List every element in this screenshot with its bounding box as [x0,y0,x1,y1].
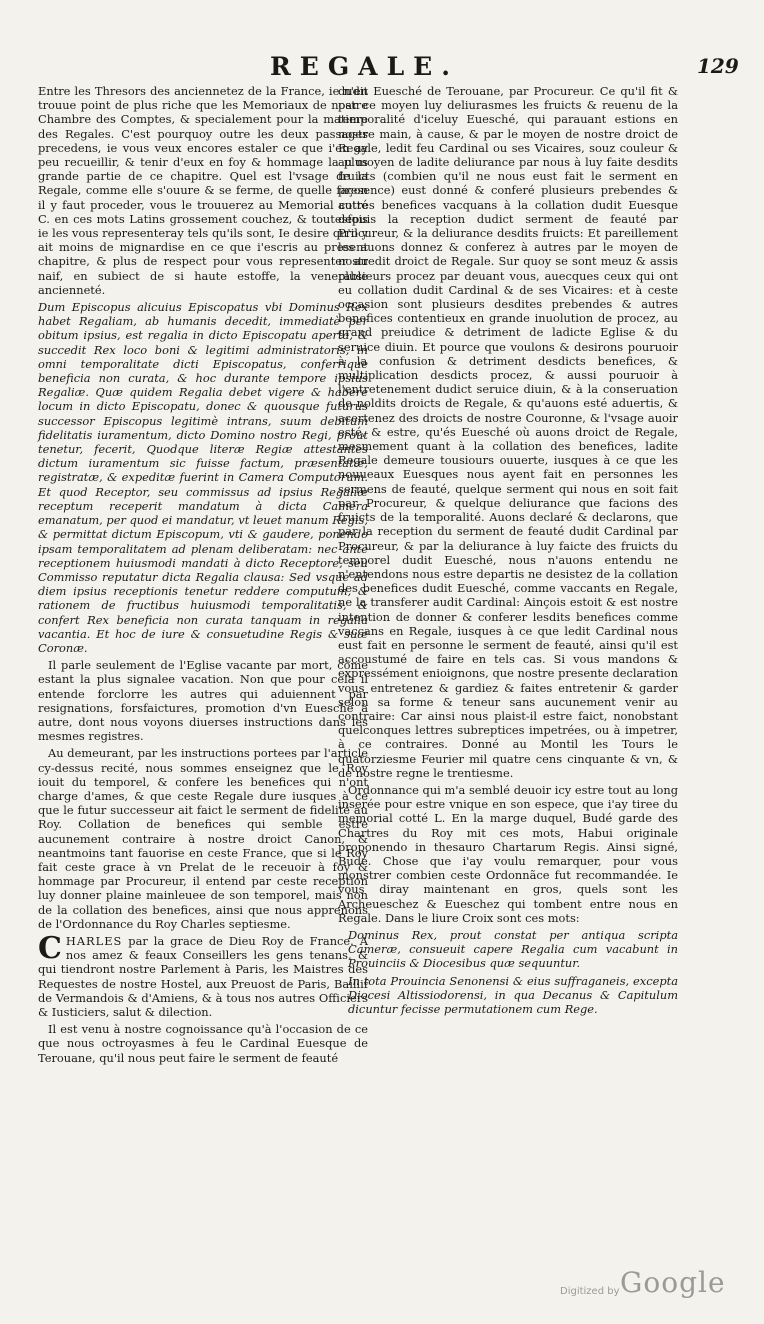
digitized-watermark [560,1266,740,1306]
king-name: HARLES [65,933,123,948]
ordinance-opening [38,930,368,1019]
latin-senonensi: In tota Prouincia Senonensi & eius suffraganeis, excepta Diocesi Altissiodorensi, in qua Decanus & Capitulum dicuntur fecisse permutationem cum Rege. [348,973,678,1016]
paragraph-instructions: Au demeurant, par les instructions portees par l'article cy-dessus recité, nous sommes enseignez que le Roy iouit du temporel, & confere les benefices qui n'ont charge d'ames, & que ceste Regale dure iusques à ce que le futur successeur ait faict le serment de fidelité au Roy. Collation de benefices qui semble estre aucunement contraire à nostre droict Canon, & neantmoins tant fauorise en ceste France, que si le Roy fait ceste grace à vn Prelat de le receuoir à foy & hommage par Procureur, il entend par ceste reception luy donner plaine mainleuee de son temporel, mais non de la collation des benefices, ainsi que nous apprenons de l'Ordonnance du Roy Charles septiesme. [38,746,368,931]
running-head [0,52,764,86]
paragraph-intro: Entre les Thresors des anciennetez de la France, ie n'en trouue point de plus riche que les Memoriaux de nostre Chambre des Comptes, & specialement pour la matiere des Regales. C'est pourquoy outre les deux passages precedens, ie vous veux encores estaler ce que i'en ay peu recueillir, & tenir d'eux en foy & hommage la plus grande partie de ce chapitre. Quel est l'vsage de la Regale, comme elle s'ouure & se ferme, de quelle façon il y faut proceder, vous le trouuerez au Memorial cotté C. en ces mots Latins grossement couchez, & toutesfois ie les vous representeray tels qu'ils sont, Ie desire qu'il y ait moins de mignardise en ce que i'escris au present chapitre, & plus de respect pour vous representer au naif, en subiect de si haute estoffe, la venerable ancienneté. [38,84,368,297]
left-column [38,84,368,1068]
running-title: REGALE. [270,52,459,81]
drop-capital: C [38,930,62,966]
google-logo: Google [620,1266,726,1299]
paragraph-ordinance-body: dudit Euesché de Terouane, par Procureur. Ce qu'il fit & par ce moyen luy deliurasmes les fruicts & reuenu de la temporalité d'iceluy Euesché, qui parauant estions en nostre main, à cause, & par le moyen de nostre droict de Regale, ledit feu Cardinal ou ses Vicaires, souz couleur & au moyen de ladite deliurance par nous à luy faite desdits fruicts (combien qu'il ne nous eust fait le serment en presence) eust donné & conferé plusieurs prebendes & autres benefices vacquans à la collation dudit Euesque depuis la reception dudict serment de feauté par Procureur, & la deliurance desdits fruicts: Et pareillement les auons donnez & conferez à autres par le moyen de nostredit droict de Regale. Sur quoy se sont meuz & assis plusieurs procez par deuant vous, auecques ceux qui ont eu collation dudit Cardinal & de ses Vicaires: et à ceste occasion sont plusieurs desdites prebendes & autres benefices contentieux en grande inuolution de procez, au grand preiudice & detriment de ladicte Eglise & du seruice diuin. Et pource que voulons & desirons pouruoir à la confusion & detriment desdicts benefices, & multiplication desdicts procez, & aussi pouruoir à l'entretenement dudict seruice diuin, & à la conseruation de noldits droicts de Regale, & qu'auons esté aduertis, & acertenez des droicts de nostre Couronne, & l'vsage auoir esté, & estre, qu'és Euesché où auons droict de Regale, mesmement quant à la collation des benefices, ladite Regale demeure tousiours ouuerte, iusques à ce que les nouueaux Euesques nous ayent fait en personnes les sermens de feauté, quelque serment qui nous en soit fait par Procureur, & quelque deliurance que facions des fruicts de la temporalité. Auons declaré & declarons, que par la reception du serment de feauté dudit Cardinal par Procureur, & par la deliurance à luy faicte des fruicts du temporel dudit Euesché, nous n'auons entendu ne n'entendons nous estre departis ne desistez de la collation des benefices dudit Euesché, comme vaccants en Regale, ne la transferer audit Cardinal: Ainçois estoit & est nostre intention de donner & conferer lesdits benefices comme vaccans en Regale, iusques à ce que ledit Cardinal nous eust fait en personne le serment de feauté, ainsi qu'il est accoustumé de faire en tels cas. Si vous mandons & expressément enioignons, que nostre presente declaration vous entretenez & gardiez & faites entretenir & garder selon sa forme & teneur sans aucunement venir au contraire: Car ainsi nous plaist-il estre faict, nonobstant quelconques lettres subreptices impetrées, ou à impetrer, à ce contraires. Donné au Montil les Tours le quatorziesme Feurier mil quatre cens cinquante & vn, & de nostre regne le trentiesme. [338,84,678,780]
paragraph-commentary: Ordonnance qui m'a semblé deuoir icy estre tout au long inserée pour estre vnique en son espece, que i'ay tiree du memorial cotté L. En la marge duquel, Budé garde des Chartres du Roy mit ces mots, Habui originale proponendo in thesauro Chartarum Regis. Ainsi signé, Budé. Chose que i'ay voulu remarquer, pour vous monstrer combien ceste Ordonnãce fut recommandée. Ie vous diray maintenant en gros, quels sont les Archeueschez & Eueschez qui tombent entre nous en Regale. Dans le liure Croix sont ces mots: [338,782,678,925]
latin-dominus-rex: Dominus Rex, prout constat per antiqua scripta Cameræ, consueuit capere Regalia cum vacabunt in Prouinciis & Diocesibus quæ sequuntur. [348,927,678,971]
paragraph-ordinance-start: Il est venu à nostre cognoissance qu'à l'occasion de ce que nous octroyasmes à feu le Cardinal Euesque de Terouane, qu'il nous peut faire le serment de feauté [38,1022,368,1065]
digitized-label: Digitized by [560,1286,620,1297]
latin-regalia-passage: Dum Episcopus alicuius Episcopatus vbi Dominus Rex habet Regaliam, ab humanis decedit, immediatè per obitum ipsius, est regalia in dicto Episcopatu aperta, & succedit Rex loco boni & legitimi administratoris, in omni temporalitate dicti Episcopatus, conferrique beneficia non curata, & hoc durante tempore ipsius Regaliæ. Quæ quidem Regalia debet vigere & habere locum in dicto Episcopatu, donec & quousque futurus successor Episcopus legitimè intrans, suum debitum fidelitatis iuramentum, dicto Domino nostro Regi, prout tenetur, fecerit, Quodque literæ Regiæ attestantes dictum iuramentum sic fuisse factum, præsentatæ, registratæ, & expeditæ fuerint in Camera Computorum. Et quod Receptor, seu commissus ad ipsius Regaliæ receptum receperit mandatum à dicta Camera emanatum, per quod ei mandatur, vt leuet manum Regis, & permittat dictum Episcopum, vti & gaudere, ponendo ipsam temporalitatem ad plenam deliberatam: nec ante receptionem huiusmodi mandati à dicto Receptore, seu Commisso reputatur dicta Regalia clausa: Sed vsque ad diem ipsius receptionis tenetur reddere computum, & rationem de fructibus huiusmodi temporalitatis, & confert Rex beneficia non curata tanquam in regalia vacantia. Et hoc de iure & consuetudine Regis & suæ Coronæ. [38,300,368,655]
page-number: 129 [697,54,739,78]
paragraph-vacancy: Il parle seulement de l'Eglise vacante par mort, cõme estant la plus signalee vacation. Non que pour cela il entende forclorre les autres qui aduiennent par resignations, forsfaictures, promotion d'vn Euesché à autre, dont nous voyons diuerses instructions dans les mesmes registres. [38,658,368,744]
ordinance-address: par la grace de Dieu Roy de France. A nos amez & feaux Conseillers les gens tenans, & qui tiendront nostre Parlement à Paris, les Maistres des Requestes de nostre Hostel, aux Preuost de Paris, Baillif de Vermandois & d'Amiens, & à tous nos autres Officiers & Iusticiers, salut & dilection. [38,933,368,1019]
right-column [338,84,678,1019]
